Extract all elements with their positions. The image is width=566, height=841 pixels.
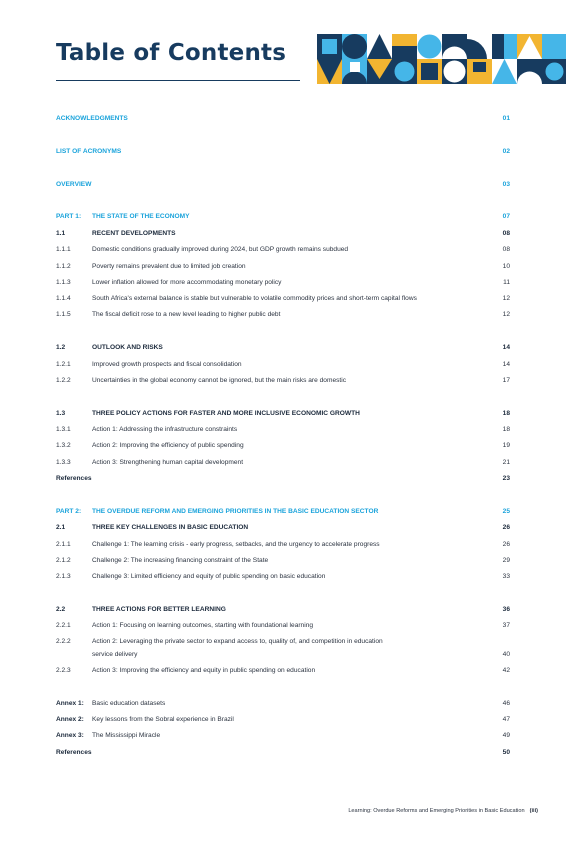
toc-label: THREE POLICY ACTIONS FOR FASTER AND MORE INCLUSIVE ECONOMIC GROWTH bbox=[92, 410, 360, 417]
toc-page: 46 bbox=[502, 700, 510, 707]
toc-label: Action 1: Focusing on learning outcomes, starting with foundational learning bbox=[92, 622, 314, 629]
toc-label: Challenge 3: Limited efficiency and equity of public spending on basic education bbox=[92, 573, 326, 580]
toc-number: 2.1.3 bbox=[56, 573, 71, 580]
toc-label: OUTLOOK AND RISKS bbox=[92, 344, 163, 351]
toc-page: 17 bbox=[502, 377, 510, 384]
toc-number: 1.2.2 bbox=[56, 377, 71, 384]
toc-number: 2.1.2 bbox=[56, 557, 71, 564]
toc-label: The fiscal deficit rose to a new level leading to higher public debt bbox=[92, 311, 281, 318]
toc-number: 1.2.1 bbox=[56, 361, 71, 368]
toc-number: 2.2.3 bbox=[56, 667, 71, 674]
toc-label: Domestic conditions gradually improved during 2024, but GDP growth remains subdued bbox=[92, 246, 349, 253]
title-underline bbox=[56, 80, 300, 81]
toc-page: 21 bbox=[502, 459, 510, 466]
toc-label: Action 3: Improving the efficiency and equity in public spending on education bbox=[92, 667, 316, 674]
toc-number: 1.1 bbox=[56, 230, 66, 237]
toc-page: 10 bbox=[502, 263, 510, 270]
toc-number: PART 1: bbox=[56, 213, 82, 220]
toc-label: Action 1: Addressing the infrastructure constraints bbox=[92, 426, 238, 433]
toc-label: Action 2: Leveraging the private sector to expand access to, quality of, and competition in education bbox=[92, 638, 383, 645]
toc-page: 08 bbox=[502, 246, 510, 253]
toc-page: 42 bbox=[502, 667, 510, 674]
toc-page: 19 bbox=[502, 442, 510, 449]
toc-number: 2.2.1 bbox=[56, 622, 71, 629]
toc-label: THE STATE OF THE ECONOMY bbox=[92, 213, 190, 220]
toc-number: Annex 1: bbox=[56, 700, 84, 707]
toc-page: 14 bbox=[502, 361, 510, 368]
toc-page: 01 bbox=[502, 115, 510, 122]
footer-title: Learning: Overdue Reforms and Emerging Priorities in Basic Education bbox=[348, 808, 525, 814]
footer-page-number: (iii) bbox=[529, 808, 538, 814]
toc-page: 08 bbox=[502, 230, 510, 237]
toc-page: 07 bbox=[502, 213, 510, 220]
toc-number: 2.2 bbox=[56, 606, 66, 613]
toc-page: 02 bbox=[502, 148, 510, 155]
toc-label: OVERVIEW bbox=[56, 181, 92, 188]
toc-page: 12 bbox=[502, 311, 510, 318]
toc-label: South Africa's external balance is stable but vulnerable to volatile commodity prices and short-term capital flows bbox=[92, 295, 417, 302]
toc-label: Challenge 1: The learning crisis - early progress, setbacks, and the urgency to accelerate progress bbox=[92, 541, 380, 548]
toc-number: 1.1.4 bbox=[56, 295, 71, 302]
toc-page: 23 bbox=[502, 475, 510, 482]
toc-page: 26 bbox=[502, 524, 510, 531]
toc-page: 50 bbox=[502, 749, 510, 756]
toc-number: PART 2: bbox=[56, 508, 82, 515]
toc-page: 37 bbox=[502, 622, 510, 629]
toc-page: 12 bbox=[502, 295, 510, 302]
toc-page: 40 bbox=[502, 651, 510, 658]
toc-number: 2.1.1 bbox=[56, 541, 71, 548]
toc-page: 49 bbox=[502, 732, 510, 739]
toc-label: THREE KEY CHALLENGES IN BASIC EDUCATION bbox=[92, 524, 249, 531]
toc-number: 1.1.2 bbox=[56, 263, 71, 270]
toc-page: 25 bbox=[502, 508, 510, 515]
toc-label: The Mississippi Miracle bbox=[92, 732, 161, 739]
toc-number: Annex 2: bbox=[56, 716, 84, 723]
toc-number: 1.1.5 bbox=[56, 311, 71, 318]
toc-number: 1.3.1 bbox=[56, 426, 71, 433]
toc-number: 1.3.2 bbox=[56, 442, 71, 449]
toc-page: 47 bbox=[502, 716, 510, 723]
toc-number: 1.2 bbox=[56, 344, 66, 351]
toc-label: LIST OF ACRONYMS bbox=[56, 148, 122, 155]
decorative-mosaic-graphic bbox=[317, 34, 566, 84]
toc-label-continued: service delivery bbox=[92, 651, 138, 658]
toc-label: Lower inflation allowed for more accommodating monetary policy bbox=[92, 279, 282, 286]
toc-page: 18 bbox=[502, 410, 510, 417]
toc-label: Uncertainties in the global economy cannot be ignored, but the main risks are domestic bbox=[92, 377, 346, 384]
toc-label: Poverty remains prevalent due to limited job creation bbox=[92, 263, 246, 270]
toc-label: References bbox=[56, 475, 92, 482]
toc-number: 1.1.3 bbox=[56, 279, 71, 286]
toc-page: 29 bbox=[502, 557, 510, 564]
toc-number: 1.3 bbox=[56, 410, 66, 417]
toc-label: Challenge 2: The increasing financing constraint of the State bbox=[92, 557, 269, 564]
toc-label: Basic education datasets bbox=[92, 700, 166, 707]
toc-page: 11 bbox=[503, 279, 510, 286]
toc-page: 33 bbox=[502, 573, 510, 580]
toc-label: References bbox=[56, 749, 92, 756]
page-title: Table of Contents bbox=[56, 40, 287, 66]
toc-label: Action 2: Improving the efficiency of public spending bbox=[92, 442, 244, 449]
page-footer bbox=[348, 808, 538, 814]
toc-page: 26 bbox=[502, 541, 510, 548]
toc-number: 1.1.1 bbox=[56, 246, 71, 253]
toc-number: 2.1 bbox=[56, 524, 66, 531]
toc-label: Action 3: Strengthening human capital development bbox=[92, 459, 244, 466]
toc-label: ACKNOWLEDGMENTS bbox=[56, 115, 128, 122]
toc-label: Key lessons from the Sobral experience in Brazil bbox=[92, 716, 234, 723]
toc-page: 18 bbox=[502, 426, 510, 433]
toc-number: 2.2.2 bbox=[56, 638, 71, 645]
toc-page: 36 bbox=[502, 606, 510, 613]
toc-number: Annex 3: bbox=[56, 732, 84, 739]
toc-page: 03 bbox=[502, 181, 510, 188]
toc-page: 14 bbox=[502, 344, 510, 351]
toc-number: 1.3.3 bbox=[56, 459, 71, 466]
toc-label: THREE ACTIONS FOR BETTER LEARNING bbox=[92, 606, 226, 613]
toc-label: RECENT DEVELOPMENTS bbox=[92, 230, 176, 237]
toc-label: THE OVERDUE REFORM AND EMERGING PRIORITIES IN THE BASIC EDUCATION SECTOR bbox=[92, 508, 379, 515]
toc-label: Improved growth prospects and fiscal consolidation bbox=[92, 361, 242, 368]
